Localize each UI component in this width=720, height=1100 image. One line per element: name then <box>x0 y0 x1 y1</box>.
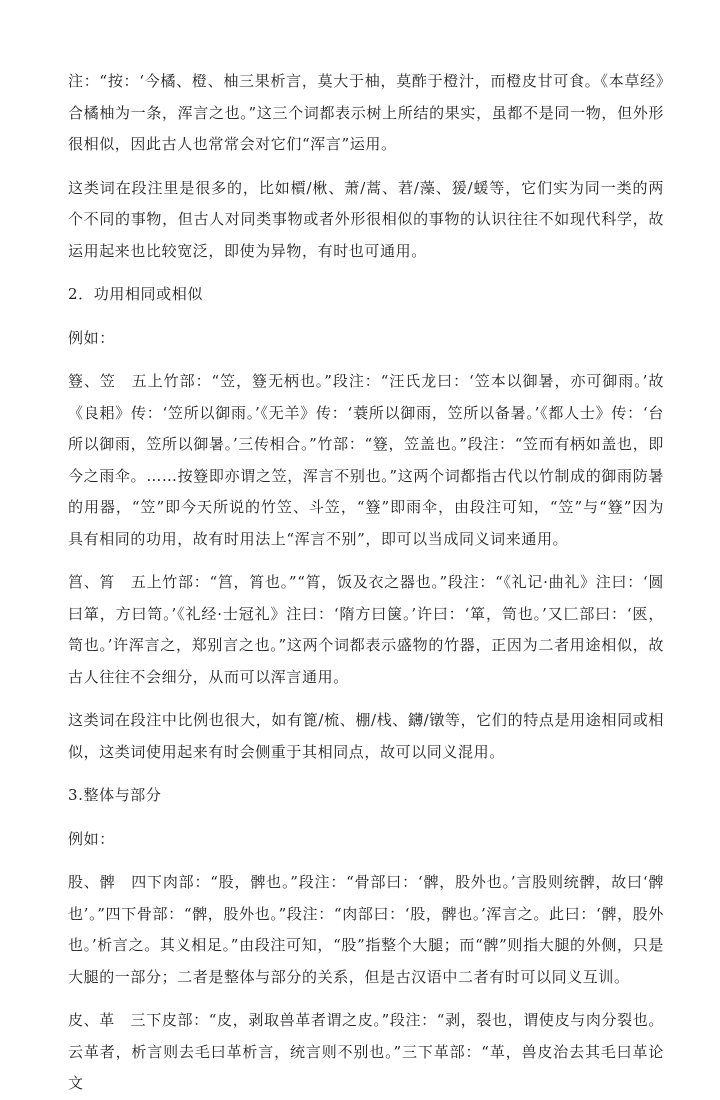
example-label: 例如： <box>68 829 115 848</box>
paragraph-ju-shao: 筥、筲 五上竹部：“筥，筲也。”“筲，饭及衣之器也。”段注：“《礼记·曲礼》注曰：‘圆曰箪，方曰笥。’《礼经·士冠礼》注曰：‘隋方曰箧。’许曰：‘箪，笥也。’又匚部曰：‘匧，笥也。’许浑言之，郑别言之也。”这两个词都表示盛物的竹器，正因为二者用途相似，故古人往往不会细分，从而可以浑言通用。 <box>68 573 664 686</box>
paragraph-gu-bi: 股、髀 四下肉部：“股，髀也。”段注：“骨部曰：‘髀，股外也。’言股则统髀，故曰‘髀也’。”四下骨部：“髀，股外也。”段注：“肉部曰：‘股，髀也。’浑言之。此曰：‘髀，股外也。’析言之。其义相足。”由段注可知，“股”指整个大腿；而“髀”则指大腿的外侧，只是大腿的一部分；二者是整体与部分的关系，但是古汉语中二者有时可以同义互训。 <box>68 873 664 986</box>
section-heading-whole-part: 3.整体与部分 <box>68 786 162 804</box>
paragraph-deng-li: 簦、笠 五上竹部：“笠，簦无柄也。”段注：“汪氏龙曰：‘笠本以御暑，亦可御雨。’故《良耜》传：‘笠所以御雨。’《无羊》传：‘蓑所以御雨，笠所以备暑。’《都人士》传：‘台所以御雨，笠所以御暑。’三传相合。”竹部：“簦，笠盖也。”段注：“笠而有柄如盖也，即今之雨伞。……按簦即亦谓之笠，浑言不别也。”这两个词都指古代以竹制成的御雨防暑的用器，“笠”即今天所说的竹笠、斗笠，“簦”即雨伞，由段注可知，“笠”与“簦”因为具有相同的功用，故有时用法上“浑言不别”，即可以当成同义词来通用。 <box>68 372 664 548</box>
paragraph-citrus-note: 注：“按：‘今橘、橙、柚三果析言，莫大于柚，莫酢于橙汁，而橙皮甘可食。《本草经》合橘柚为一条，浑言之也。”这三个词都表示树上所结的果实，虽都不是同一物，但外形很相似，因此古人也常常会对它们“浑言”运用。 <box>68 72 664 153</box>
paragraph-similar-things: 这类词在段注里是很多的，比如檟/楸、萧/蒿、莙/藻、猨/蝯等，它们实为同一类的两个不同的事物，但古人对同类事物或者外形很相似的事物的认识往往不如现代科学，故运用起来也比较宽泛，即使为异物，有时也可通用。 <box>68 178 664 260</box>
example-label: 例如： <box>68 328 115 347</box>
paragraph-usage-summary: 这类词在段注中比例也很大，如有篦/梳、棚/栈、鑮/镦等，它们的特点是用途相同或相似，这类词使用起来有时会侧重于其相同点，故可以同义混用。 <box>68 711 664 761</box>
section-heading-function: 2．功用相同或相似 <box>68 285 203 303</box>
paragraph-pi-ge: 皮、革 三下皮部：“皮，剥取兽革者谓之皮。”段注：“剥，裂也，谓使皮与肉分裂也。云革者，析言则去毛曰革析言，统言则不别也。”三下革部：“革，兽皮治去其毛曰革论文 <box>68 1011 664 1092</box>
